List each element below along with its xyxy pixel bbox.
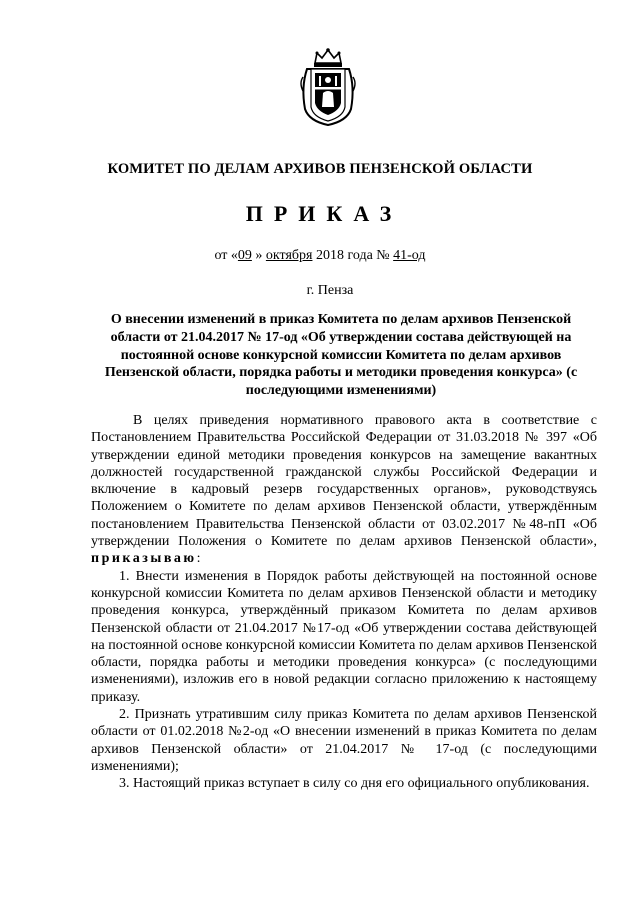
order-day: 09 [237,248,252,263]
committee-name: КОМИТЕТ ПО ДЕЛАМ АРХИВОВ ПЕНЗЕНСКОЙ ОБЛАСТИ [107,161,533,177]
order-month: октября [265,248,313,263]
order-item-3: 3. Настоящий приказ вступает в силу со дня его официального опубликования. [119,776,590,792]
order-item-2: 2. Признать утратившим силу приказ Комитета по делам архивов Пензенской области от 01.02.2018 №2-од «О внесении изменений в приказ Комитета по делам архивов Пензенской области» от 21.04.2017 № 17-од (с последующими изменениями); [91,707,597,774]
order-number: 41-од [393,248,426,263]
city: г. Пенза [306,283,354,298]
date-mid2: 2018 года № [315,248,390,263]
preamble-colon: : [196,551,201,567]
date-prefix: от « [214,248,238,263]
date-mid1: » [255,248,263,263]
preamble-text: В целях приведения нормативного правового акта в соответствие с Постановлением Правительства Российской Федерации от 31.03.2018 № 397 «Об утверждении единой методики проведения конкурсов на замещение вакантных должностей государственной гражданской службы Российской Федерации и включение в кадровый резерв государственных органов», руководствуясь Положением о Комитете по делам архивов Пензенской области, утверждённым постановлением Правительства Пензенской области от 03.02.2017 №48-пП «Об утверждении Положения о Комитете по делам архивов Пензенской области», [91,413,597,550]
order-date-line [0,248,640,264]
document-type-title: ПРИКАЗ [245,201,403,226]
coat-of-arms-icon [297,47,359,127]
order-item-1: 1. Внести изменения в Порядок работы действующей на постоянной основе конкурсной комиссии Комитета по делам архивов Пензенской области и методику проведения конкурса, утверждённый приказом Комитета по делам архивов Пензенской области от 21.04.2017 №17-од «Об утверждении состава действующей на постоянной основе конкурсной комиссии Комитета по делам архивов Пензенской области, порядка работы и методики проведения конкурса» (с последующими изменениями), изложив его в новой редакции согласно приложению к настоящему приказу. [91,568,597,705]
preamble-paragraph [91,412,597,568]
order-subject: О внесении изменений в приказ Комитета по делам архивов Пензенской области от 21.04.2017 № 17-од «Об утверждении состава действующей на постоянной основе конкурсной комиссии Комитета по делам архивов Пензенской области, порядка работы и методики проведения конкурса» (с последующими изменениями) [104,312,578,399]
order-body [91,412,597,793]
order-word: приказываю [91,551,197,567]
